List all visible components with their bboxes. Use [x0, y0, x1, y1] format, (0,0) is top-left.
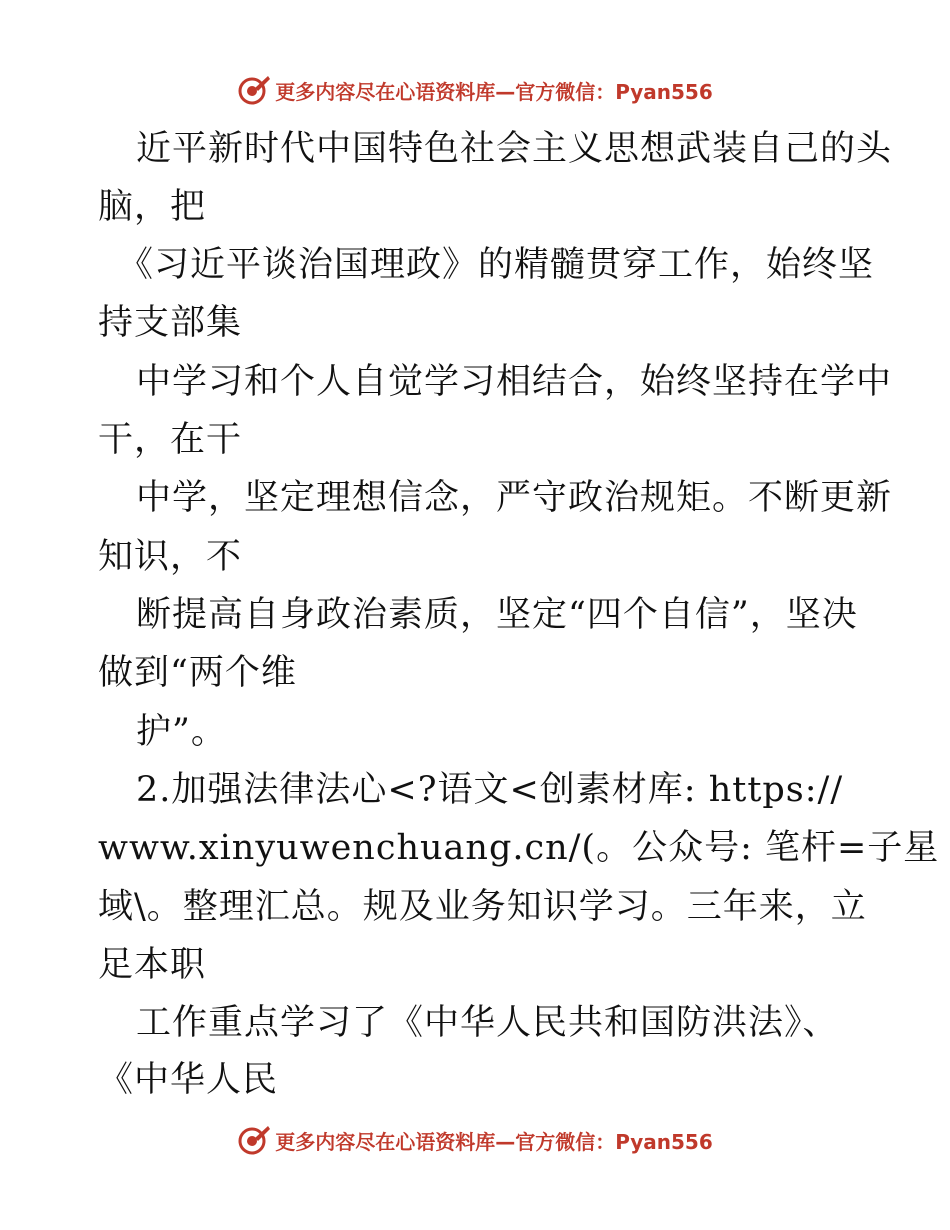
body-line: 域\。整理汇总。规及业务知识学习。三年来，立	[98, 887, 867, 927]
header-banner-text: 更多内容尽在心语资料库—官方微信：Pyan556	[275, 79, 713, 104]
body-line: 干，在干	[98, 420, 243, 460]
header-banner	[0, 70, 950, 110]
body-line: 《中华人民	[98, 1060, 279, 1100]
body-line: 近平新时代中国特色社会主义思想武装自己的头	[136, 129, 893, 169]
body-line: 知识，不	[98, 537, 243, 577]
body-line: 持支部集	[98, 303, 243, 343]
body-line: www.xinyuwenchuang.cn/(。公众号: 笔杆=子星	[98, 828, 940, 868]
body-line: 护”。	[136, 712, 227, 752]
footer-banner-text: 更多内容尽在心语资料库—官方微信：Pyan556	[275, 1129, 713, 1154]
body-line: 工作重点学习了《中华人民共和国防洪法》、	[136, 1003, 839, 1043]
pen-logo-icon	[237, 73, 271, 107]
body-line: 做到“两个维	[98, 653, 297, 693]
body-line: 断提高自身政治素质，坚定“四个自信”，坚决	[136, 595, 858, 635]
body-line: 中学习和个人自觉学习相结合，始终坚持在学中	[136, 362, 893, 402]
footer-banner	[0, 1120, 950, 1160]
pen-logo-icon	[237, 1123, 271, 1157]
body-line: 中学，坚定理想信念，严守政治规矩。不断更新	[136, 478, 893, 518]
body-line: 足本职	[98, 945, 207, 985]
body-line: 《习近平谈治国理政》的精髓贯穿工作，始终坚	[118, 245, 875, 285]
body-line: 2.加强法律法心<?语文<创素材库: https://	[136, 770, 844, 810]
body-line: 脑，把	[98, 187, 207, 227]
